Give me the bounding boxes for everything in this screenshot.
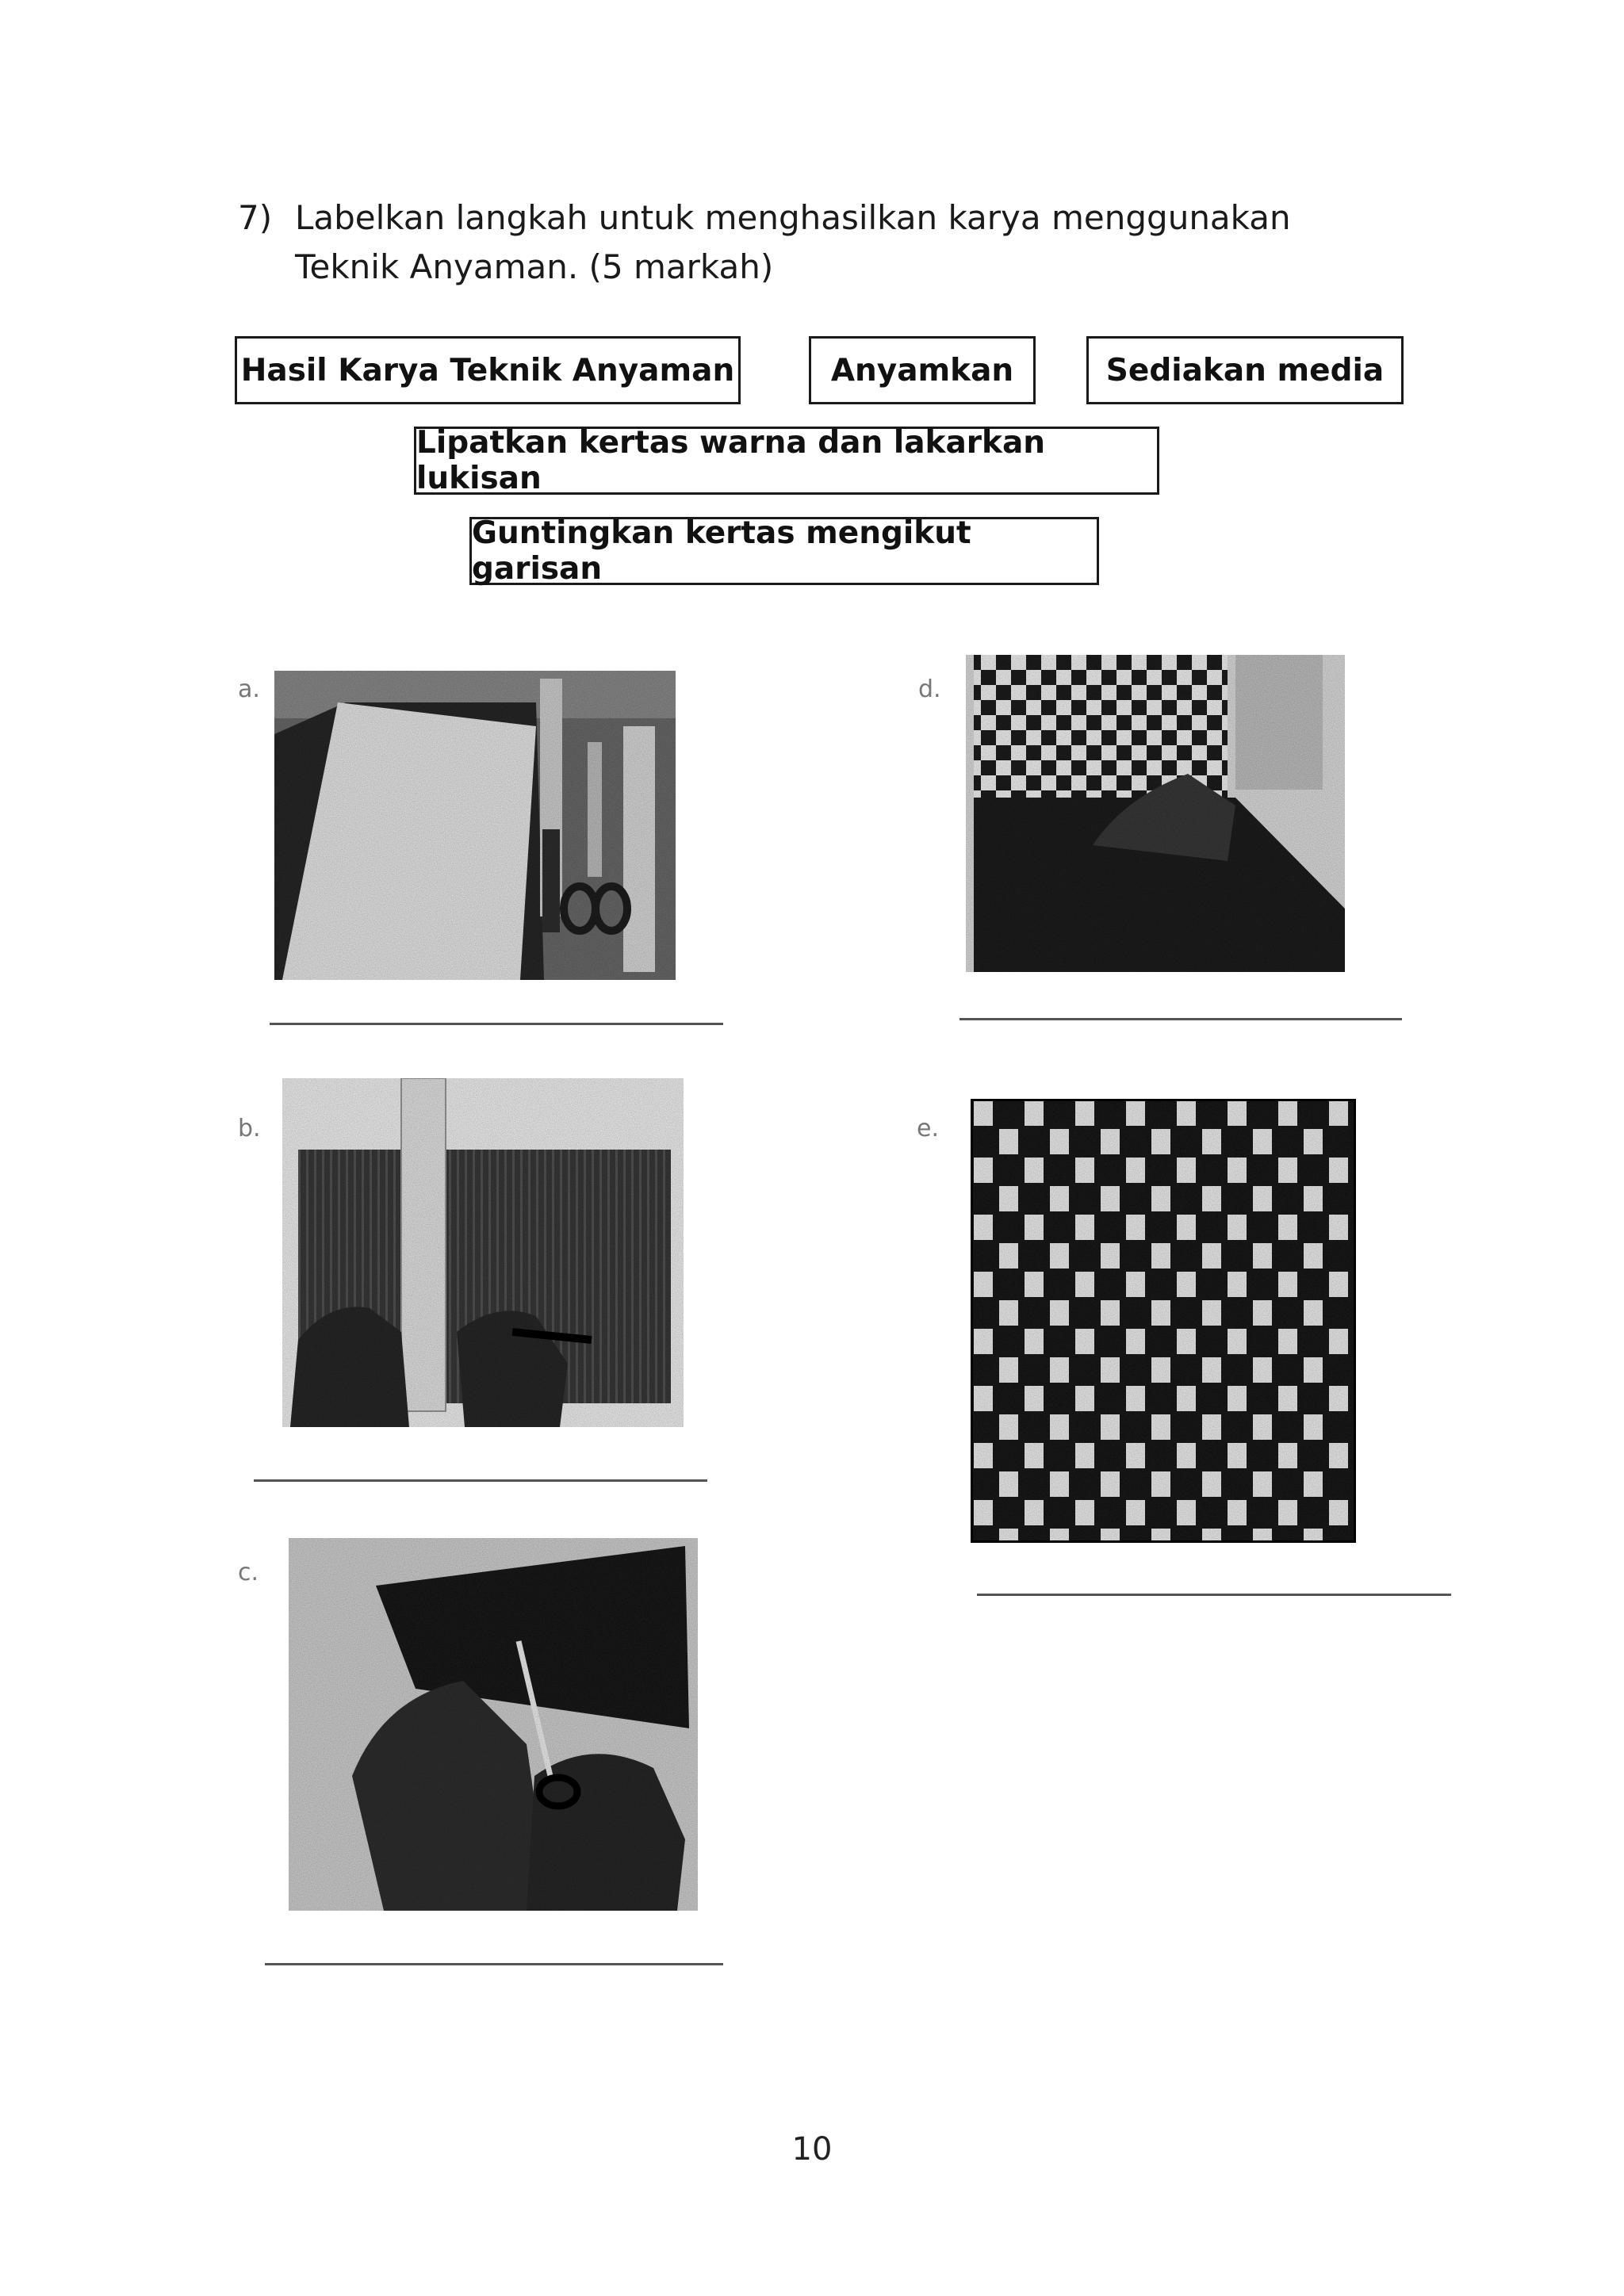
answer-line-e <box>977 1594 1451 1596</box>
photo-c-cutting <box>289 1538 698 1911</box>
item-e-label: e. <box>917 1115 939 1142</box>
option-box-guntingkan-kertas: Guntingkan kertas mengikut garisan <box>469 517 1099 585</box>
answer-line-b <box>254 1479 707 1482</box>
option-box-hasil-karya: Hasil Karya Teknik Anyaman <box>235 336 741 404</box>
photo-e-finished-weave <box>971 1099 1356 1543</box>
answer-line-c <box>265 1963 723 1965</box>
photo-d-weaving <box>966 655 1345 972</box>
item-d-label: d. <box>918 675 941 703</box>
question-number: 7) <box>238 198 273 237</box>
photo-a-materials <box>274 671 676 980</box>
answer-line-d <box>959 1018 1402 1020</box>
question-text: Labelkan langkah untuk menghasilkan karya menggunakan Teknik Anyaman. (5 markah) <box>295 198 1291 286</box>
item-a-label: a. <box>238 675 260 703</box>
photo-b-folding-sketching <box>282 1078 684 1427</box>
option-box-anyamkan: Anyamkan <box>809 336 1036 404</box>
answer-line-a <box>270 1023 723 1025</box>
page-number: 10 <box>791 2131 833 2168</box>
option-box-lipatkan-kertas: Lipatkan kertas warna dan lakarkan lukisan <box>414 427 1159 495</box>
option-box-sediakan-media: Sediakan media <box>1086 336 1404 404</box>
item-b-label: b. <box>238 1115 261 1142</box>
item-c-label: c. <box>238 1559 259 1586</box>
